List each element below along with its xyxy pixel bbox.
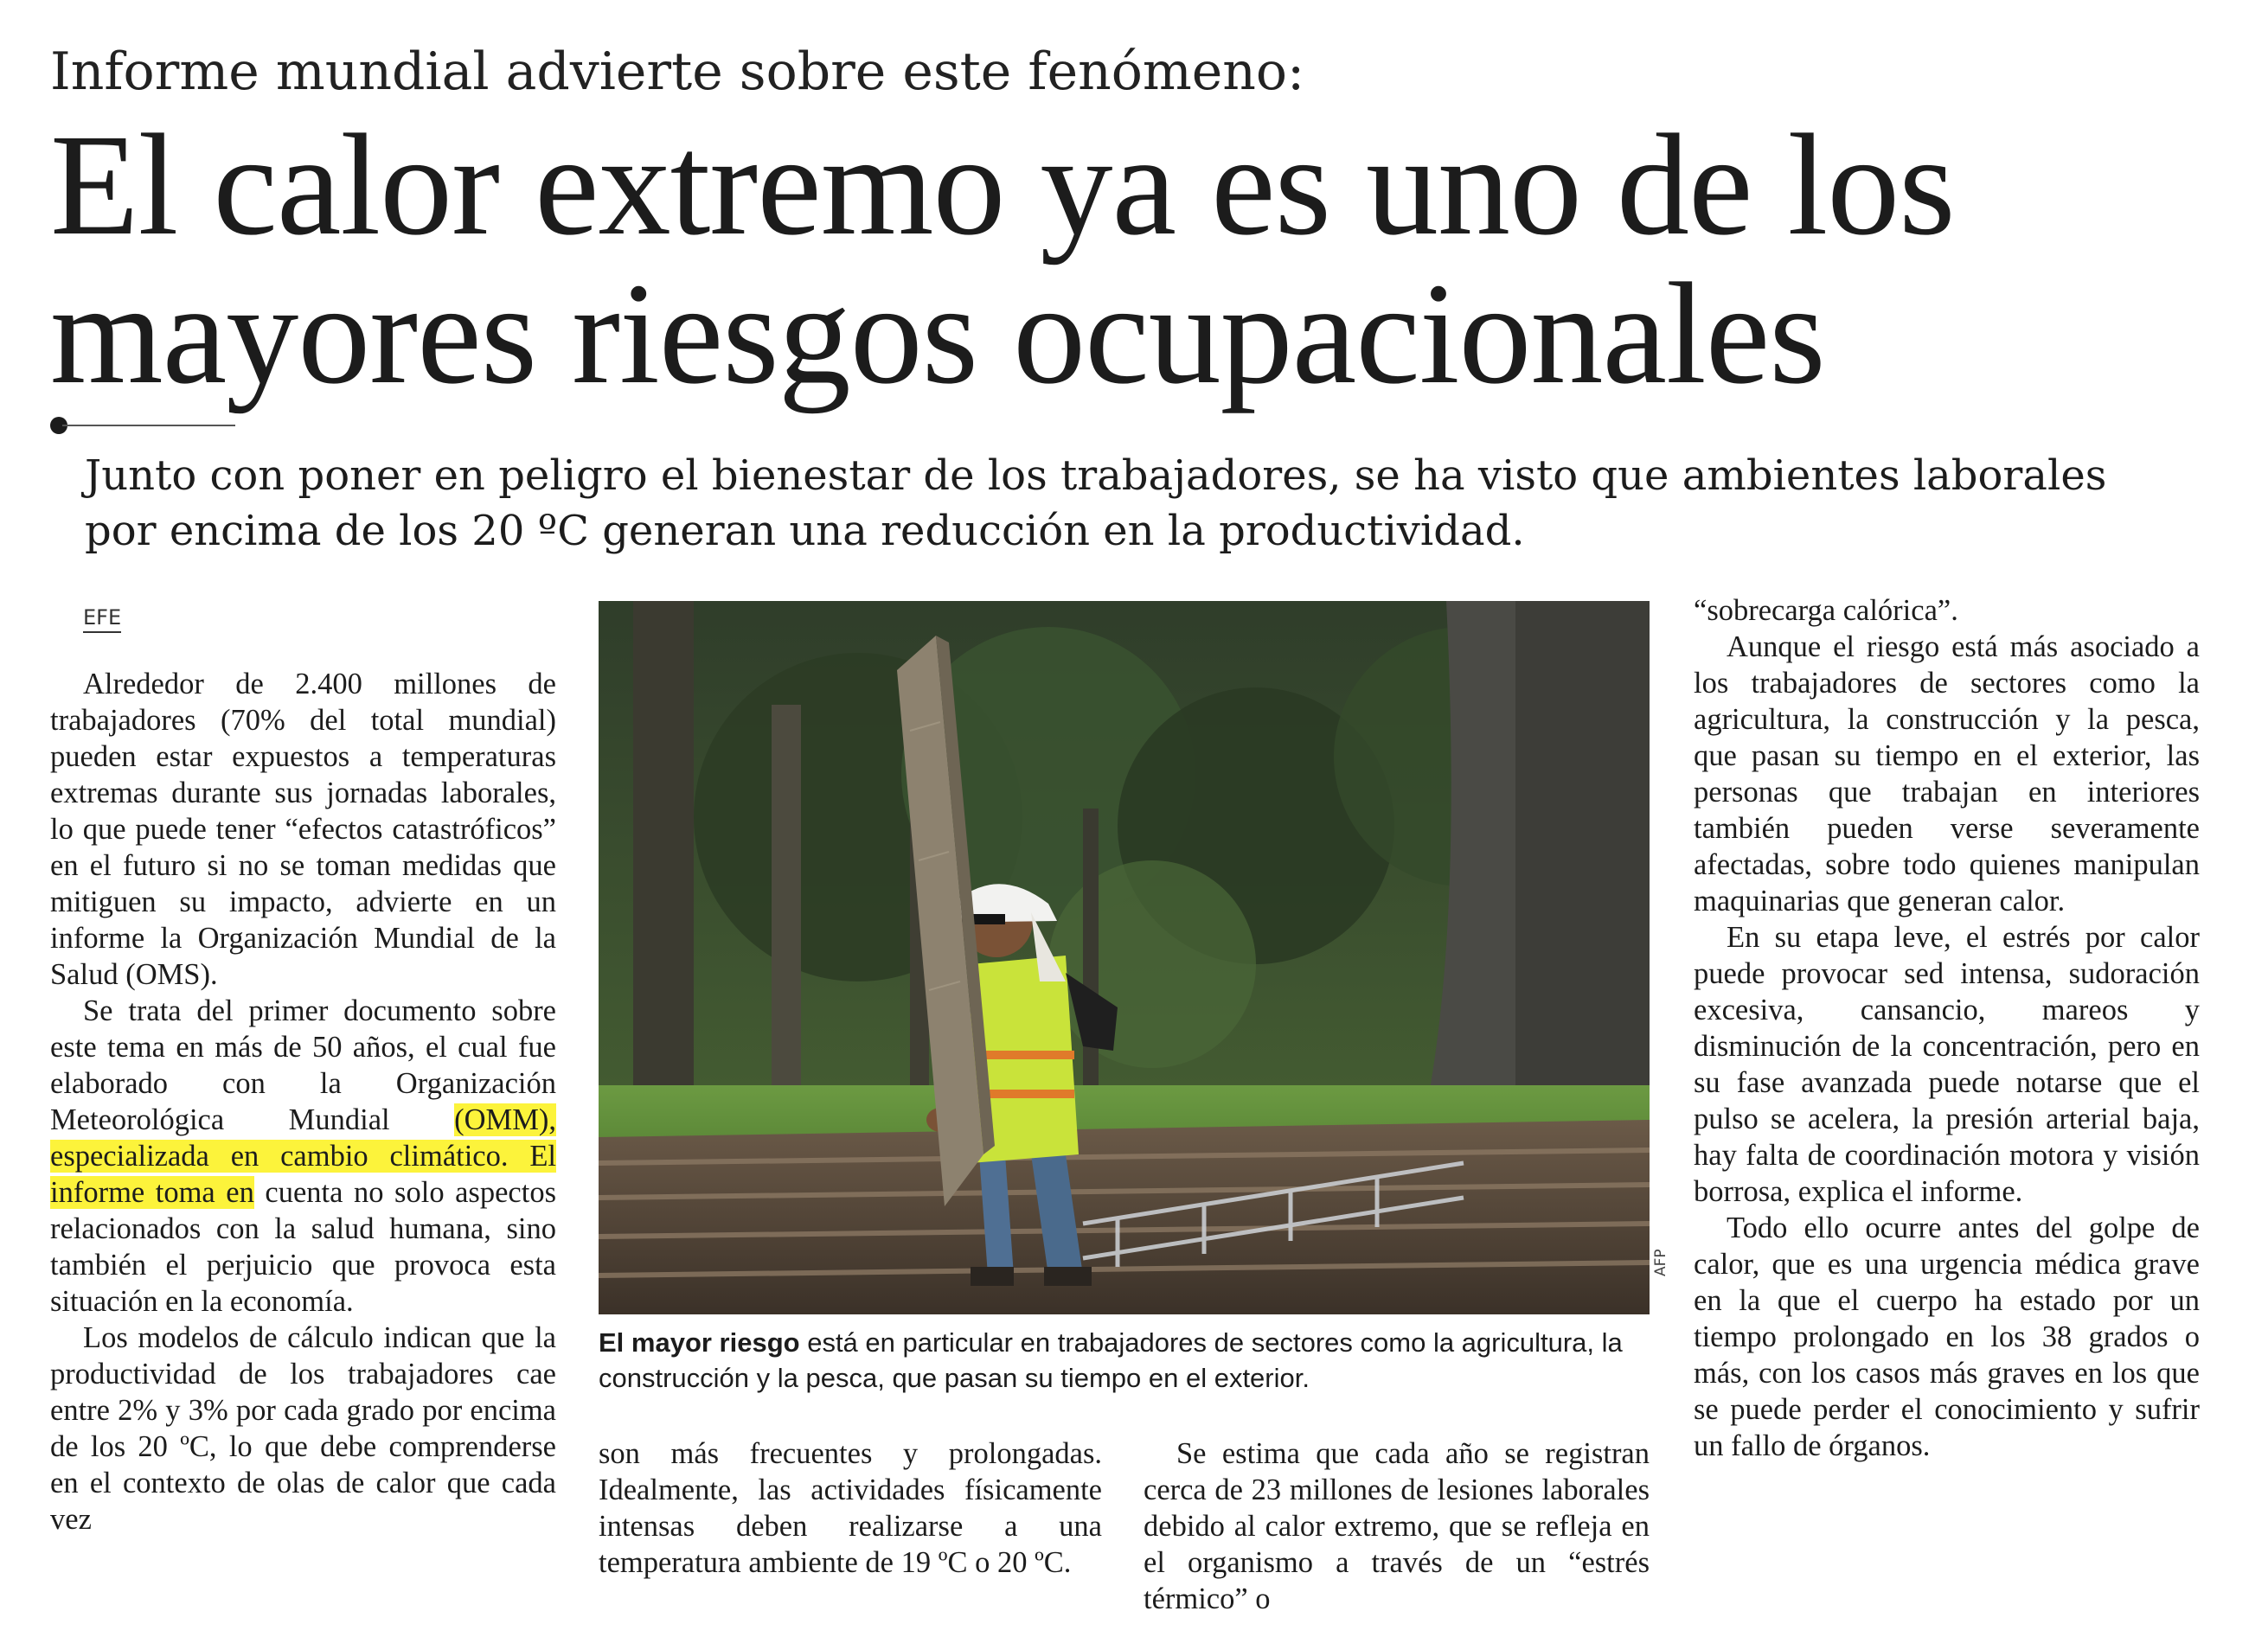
column-1 xyxy=(50,666,556,1538)
headline: El calor extremo ya es uno de los mayores riesgos ocupacionales xyxy=(50,105,1955,414)
column-2 xyxy=(599,1435,1102,1581)
paragraph-2 xyxy=(50,993,556,1320)
deck: Junto con poner en peligro el bienestar de los trabajadores, se ha visto que ambientes laborales por encima de los 20 ºC generan una reducción en la productividad. xyxy=(85,451,2107,555)
paragraph-6: En su etapa leve, el estrés por calor puede provocar sed intensa, sudoración excesiva, cansancio, mareos y disminución de la concentración, pero en su fase avanzada puede notarse que el pulso se acelera, la presión arterial baja, hay falta de coordinación motora y visión borrosa, explica el informe. xyxy=(1694,921,2200,1208)
paragraph-7: Todo ello ocurre antes del golpe de calor, que es una urgencia médica grave en la que el cuerpo ha estado por un tiempo prolongado en los 38 grados o más, con los casos más graves en los que se puede perder el conocimiento y sufrir un fallo de órganos. xyxy=(1694,1211,2200,1462)
caption-text: está en particular en trabajadores de sectores como la agricultura, la construcción y la pesca, que pasan su tiempo en el exterior. xyxy=(599,1327,1623,1393)
highlighted-text: (OMM), especializada en cambio climático. El informe toma en xyxy=(50,1103,556,1209)
paragraph-3: Los modelos de cálculo indican que la productividad de los trabajadores cae entre 2% y 3% por cada grado por encima de los 20 ºC, lo que debe comprenderse en el contexto de olas de calor que cada vez xyxy=(50,1321,556,1536)
paragraph-4: Se estima que cada año se registran cerca de 23 millones de lesiones laborales debido al calor extremo, que se refleja en el organismo a través de un “estrés térmico” o xyxy=(1144,1437,1650,1615)
article-photo xyxy=(599,601,1650,1314)
paragraph-4-continued: “sobrecarga calórica”. xyxy=(1694,594,1958,627)
rule-line xyxy=(62,425,235,426)
column-3 xyxy=(1144,1435,1650,1617)
photo-worker-carrying-wood xyxy=(599,601,1650,1314)
paragraph-1: Alrededor de 2.400 millones de trabajadores (70% del total mundial) pueden estar expuestos a temperaturas extremas durante sus jornadas laborales, lo que puede tener “efectos catastróficos” en el futuro si no se toman medidas que mitiguen su impacto, advierte en un informe la Organización Mundial de la Salud (OMS). xyxy=(50,668,556,991)
author-credit: EFE xyxy=(83,605,121,633)
paragraph-2-a: Se trata del primer documento sobre este tema en más de 50 años, el cual fue elaborado con la Organización Meteorológica Mundial xyxy=(50,994,556,1136)
photo-caption xyxy=(599,1325,1650,1396)
kicker: Informe mundial advierte sobre este fenómeno: xyxy=(50,42,1305,102)
column-4 xyxy=(1694,592,2200,1464)
caption-lead: El mayor riesgo xyxy=(599,1327,800,1358)
paragraph-5: Aunque el riesgo está más asociado a los trabajadores de sectores como la agricultura, la construcción y la pesca, que pasan su tiempo en el exterior, las personas que trabajan en interiores también pueden verse severamente afectadas, sobre todo quienes manipulan maquinarias que generan calor. xyxy=(1694,630,2200,917)
paragraph-3-continued: son más frecuentes y prolongadas. Idealmente, las actividades físicamente intensas deben realizarse a una temperatura ambiente de 19 ºC o 20 ºC. xyxy=(599,1437,1102,1579)
paragraph-2-b: cuenta no solo aspectos relacionados con la salud humana, sino también el perjuicio que provoca esta situación en la economía. xyxy=(50,1176,556,1318)
photo-credit: AFP xyxy=(1652,1249,1669,1276)
